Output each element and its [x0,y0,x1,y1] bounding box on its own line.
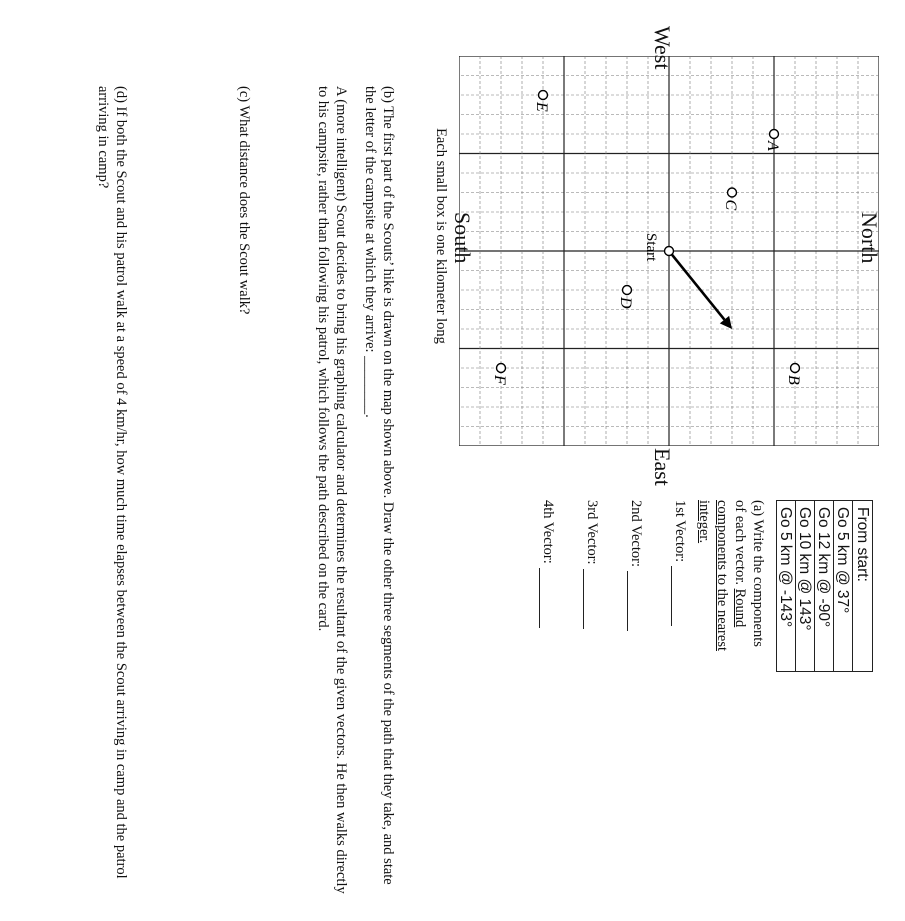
campsite-label: B [785,375,802,385]
vector-label: 1st Vector: [672,500,688,563]
card-row: Go 5 km @ -143° [777,501,796,671]
campsite-point [497,364,506,373]
vector-row [671,500,695,631]
campsite-label: A [764,141,781,151]
campsite-points [491,91,802,386]
part-d-question: (d) If both the Scout and his patrol walk at a speed of 4 km/hr, how much time elapses between the Scout arriving in camp and the patrol arriving in camp? [95,86,129,879]
campsite-point [728,188,737,197]
vector-answer-blank[interactable] [671,566,686,626]
part-a-round-instruction: Round components to the nearest integer. [696,500,748,651]
vector-answer-blank[interactable] [539,568,554,628]
part-b-question: (b) The first part of the Scouts’ hike is drawn on the map shown above. Draw the other three segments of the path that they take, and state the letter of the campsite at which they arrive: ________. [362,86,396,885]
part-a-question [695,500,767,660]
campsite-point [623,286,632,295]
vector-row [583,500,607,631]
south-label: South [450,212,475,264]
campsite-label: C [722,199,739,211]
part-c-question: (c) What distance does the Scout walk? [236,86,252,315]
campsite-point [539,91,548,100]
east-label: East [650,448,675,486]
vector-label: 4th Vector: [540,500,556,564]
start-point [665,247,674,256]
card-row: Go 12 km @ -90° [815,501,834,671]
card-row: Go 5 km @ 37° [834,501,853,671]
scout-paragraph: A (more intelligent) Scout decides to bring his graphing calculator and determines the resultant of the given vectors. He then walks directly to his campsite, rather than following his patrol, which follows the path described on the card. [315,86,349,894]
campsite-point [770,130,779,139]
campsite-label: D [617,297,634,309]
start-label: Start [643,233,659,262]
map-caption: Each small box is one kilometer long [433,128,449,344]
campsite-label: F [491,375,508,385]
campsite-label: E [533,102,550,112]
card-row: From start: [854,507,871,582]
vector-label: 2nd Vector: [628,500,644,567]
part-a-prefix: (a) Write the components of each vector. [732,500,766,647]
map-grid [459,56,879,446]
vector-row [539,500,563,631]
vector-label: 3rd Vector: [584,500,600,565]
instruction-card [776,500,873,672]
vector-answer-blank[interactable] [627,571,642,631]
west-label: West [650,26,675,70]
campsite-point [791,364,800,373]
vector-answer-blank[interactable] [583,569,598,629]
north-label: North [857,212,882,264]
vector-row [627,500,651,631]
card-row: Go 10 km @ 143° [796,501,815,671]
vector-answer-lines [539,500,695,631]
